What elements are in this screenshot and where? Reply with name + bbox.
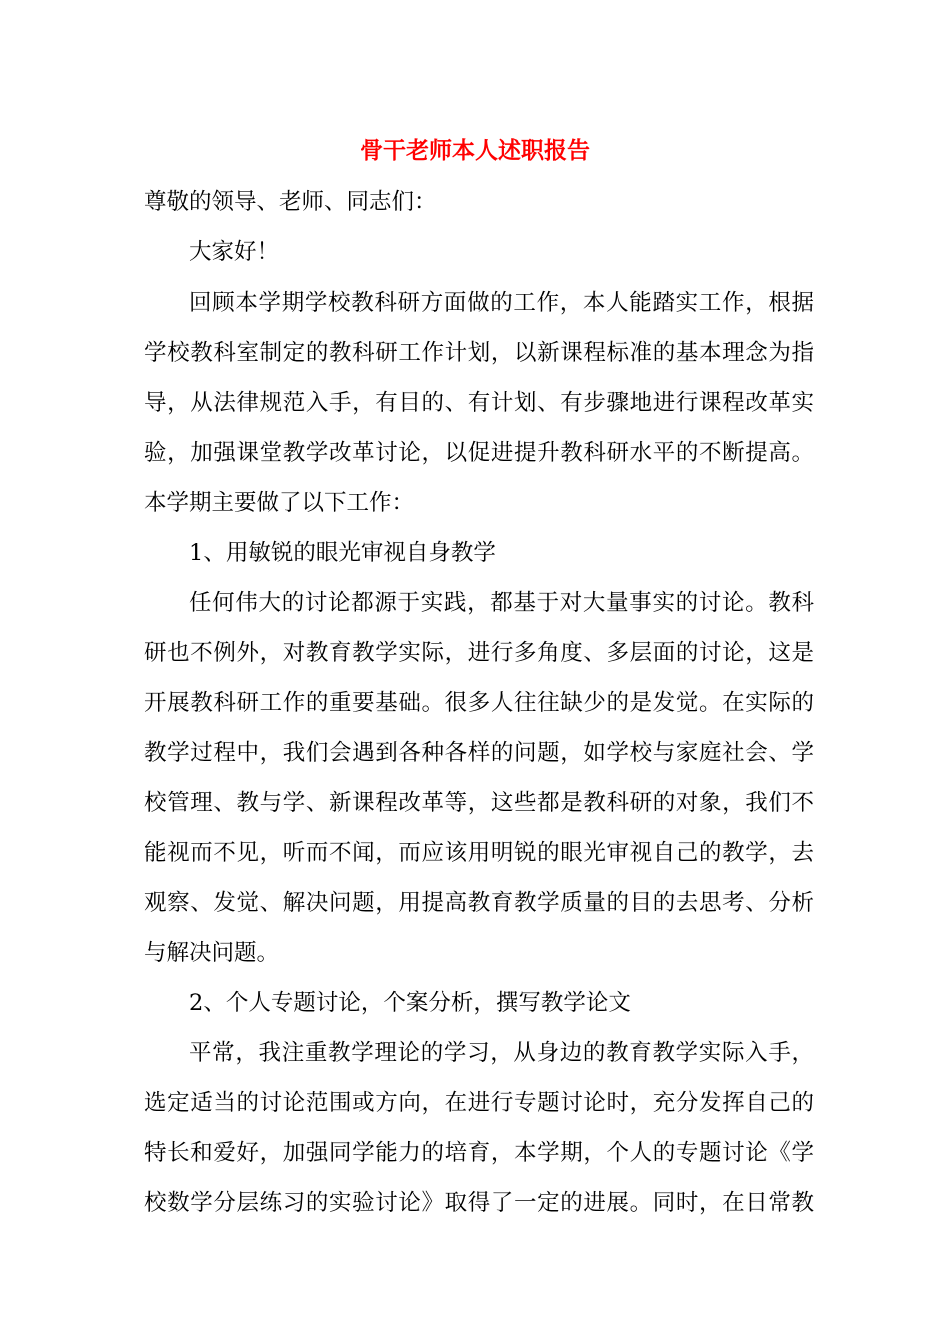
section-heading: 2、个人专题讨论，个案分析，撰写教学论文 — [189, 990, 631, 1016]
salutation-line: 大家好！ — [189, 239, 280, 265]
section-heading: 1、用敏锐的眼光审视自身教学 — [189, 540, 496, 566]
paragraph-line: 回顾本学期学校教科研方面做的工作，本人能踏实工作，根据 — [189, 290, 814, 316]
paragraph-line: 能视而不见，听而不闻，而应该用明锐的眼光审视自己的教学，去 — [144, 840, 814, 866]
paragraph-line: 教学过程中，我们会遇到各种各样的问题，如学校与家庭社会、学 — [144, 740, 814, 766]
document-title: 骨干老师本人述职报告 — [360, 137, 590, 164]
paragraph-line: 学校教科室制定的教科研工作计划，以新课程标准的基本理念为指 — [144, 340, 814, 366]
paragraph-line: 任何伟大的讨论都源于实践，都基于对大量事实的讨论。教科 — [189, 590, 814, 616]
paragraph-line: 校数学分层练习的实验讨论》取得了一定的进展。同时，在日常教 — [144, 1190, 814, 1216]
paragraph-line: 验，加强课堂教学改革讨论，以促进提升教科研水平的不断提高。 — [144, 440, 814, 466]
greeting-line: 尊敬的领导、老师、同志们： — [144, 189, 437, 215]
paragraph-line: 与解决问题。 — [144, 940, 280, 966]
paragraph-line: 本学期主要做了以下工作： — [144, 490, 415, 516]
paragraph-line: 开展教科研工作的重要基础。很多人往往缺少的是发觉。在实际的 — [144, 690, 814, 716]
paragraph-line: 选定适当的讨论范围或方向，在进行专题讨论时，充分发挥自己的 — [144, 1090, 814, 1116]
paragraph-line: 导，从法律规范入手，有目的、有计划、有步骤地进行课程改革实 — [144, 390, 814, 416]
paragraph-line: 研也不例外，对教育教学实际，进行多角度、多层面的讨论，这是 — [144, 640, 814, 666]
paragraph-line: 观察、发觉、解决问题，用提高教育教学质量的目的去思考、分析 — [144, 890, 814, 916]
paragraph-line: 平常，我注重教学理论的学习，从身边的教育教学实际入手， — [189, 1040, 814, 1066]
paragraph-line: 校管理、教与学、新课程改革等，这些都是教科研的对象，我们不 — [144, 790, 814, 816]
paragraph-line: 特长和爱好，加强同学能力的培育，本学期，个人的专题讨论《学 — [144, 1140, 814, 1166]
